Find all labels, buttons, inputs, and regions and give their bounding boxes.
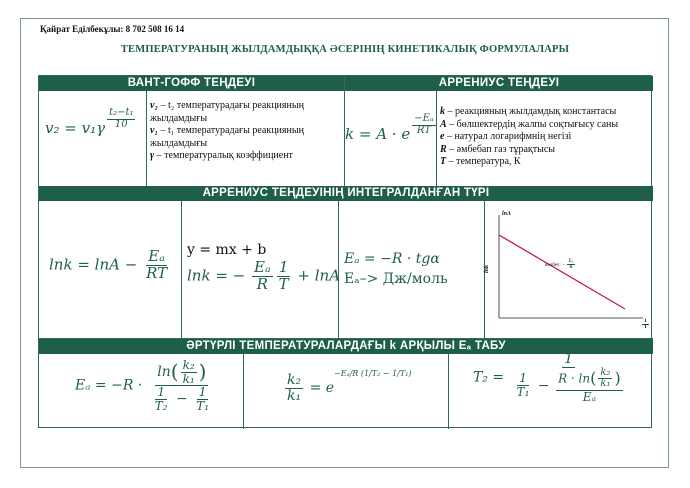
divider <box>344 76 345 186</box>
activation-energy-unit: Eₐ–> Дж/моль <box>344 271 448 287</box>
regression-line <box>499 235 625 309</box>
vant-hoff-exp-den: 10 <box>114 118 128 130</box>
arrhenius-desc-a: A – бөлшектердің жалпы соқтығысу саны <box>440 118 619 130</box>
linear-form: y = mx + b <box>187 242 267 258</box>
arrhenius-desc-e: e – натурал логарифмнің негізі <box>440 131 572 143</box>
vant-hoff-desc-v1: v₁ – t₁ температурадағы реакцияның жылдамдығы <box>150 125 304 149</box>
arrhenius-lhs: k = A · e <box>345 125 411 143</box>
x-axis-label: $\frac{1}{T}$ <box>644 319 648 331</box>
slope-label: көлбеу: − $\frac{\text{Eₐ}}{R}$ <box>545 259 574 271</box>
activation-energy-formula: Eₐ = −R · tgα <box>344 251 440 267</box>
arrhenius-desc-k: k – реакцияның жылдамдық константасы <box>440 106 617 117</box>
y-intercept-label: lnA <box>502 211 512 217</box>
arrhenius-header: АРРЕНИУС ТЕҢДЕУІ <box>345 76 653 91</box>
integrated-formula-2: lnk = − $\frac{\text{Eₐ}}{R}$ $\frac{1}{T}$ + lnA <box>187 258 341 293</box>
arrhenius-exp-den: RT <box>416 124 431 136</box>
divider <box>146 91 147 186</box>
integrated-formula-1: lnk = lnA − $\frac{\text{Eₐ}}{RT}$ <box>49 247 168 282</box>
arrhenius-plot <box>485 201 653 338</box>
integrated-header: АРРЕНИУС ТЕҢДЕУІНІҢ ИНТЕГРАЛДАНҒАН ТҮРІ <box>39 186 653 201</box>
vant-hoff-header: ВАНТ-ГОФФ ТЕҢДЕУІ <box>39 76 344 91</box>
vant-hoff-desc-v2: v₂ – t₂ температурадағы реакцияның жылдамдығы <box>150 100 304 124</box>
y-axis-label: lnk <box>484 264 491 274</box>
author-contact: Қайрат Еділбекұлы: 8 702 508 16 14 <box>40 24 185 34</box>
divider <box>181 201 182 338</box>
t2-formula: T₂ = 1 $\frac{1}{\text{T₁}}$ − R · ln( $\frac{\text{k₂}}{\text{k₁}}$ ) Eₐ <box>473 351 621 404</box>
vant-hoff-description <box>150 100 340 163</box>
k-ratio-formula: $\frac{\text{k₂}}{\text{k₁}}$ = $e^{-E_a/R (1/T_2 - 1/T_1)}$ <box>287 369 412 404</box>
vant-hoff-exp-num: t₂−t₁ <box>109 107 134 118</box>
arrhenius-formula <box>345 113 438 146</box>
arrhenius-description <box>440 106 650 169</box>
vant-hoff-lhs: v₂ = v₁γ <box>45 119 106 137</box>
arrhenius-desc-t: T – температура, К <box>440 156 521 168</box>
divider <box>436 91 437 186</box>
page-title: ТЕМПЕРАТУРАНЫҢ ЖЫЛДАМДЫҚҚА ӘСЕРІНІҢ КИНЕТИКАЛЫҚ ФОРМУЛАЛАРЫ <box>120 44 570 55</box>
diff-temps-header: ӘРТҮРЛІ ТЕМПЕРАТУРАЛАРДАҒЫ k АРҚЫЛЫ Eₐ ТАБУ <box>39 339 653 354</box>
arrhenius-exp-num: −Eₐ <box>414 113 434 124</box>
divider <box>39 338 653 339</box>
divider <box>243 354 244 429</box>
formula-table <box>38 75 652 428</box>
ea-from-k-formula: Eₐ = −R · ln( $\frac{\text{k₂}}{\text{k₁}}$ ) $\frac{1}{\text{T₂}}$ − $\frac{1}{\text{T₁}}$ <box>75 358 210 413</box>
vant-hoff-desc-gamma: γ – температуралық коэффициент <box>150 150 293 162</box>
divider <box>448 354 449 429</box>
arrhenius-desc-r: R – әмбебап газ тұрақтысы <box>440 143 555 155</box>
vant-hoff-formula <box>45 107 137 140</box>
